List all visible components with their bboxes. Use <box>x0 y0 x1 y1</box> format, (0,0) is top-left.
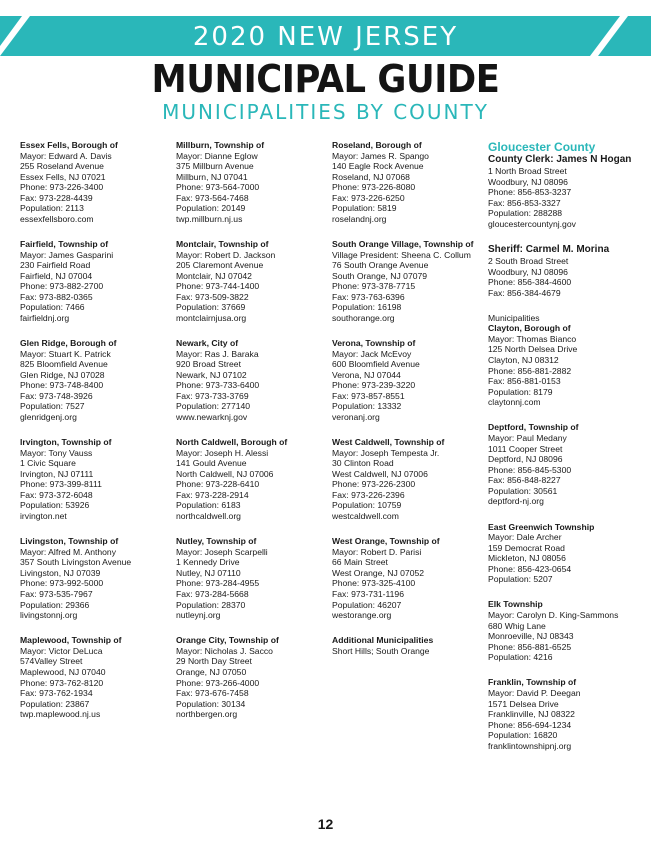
municipality-detail-line: Phone: 856-881-2882 <box>488 365 572 376</box>
municipality-entry <box>332 635 482 656</box>
municipality-detail-line: Montclair, NJ 07042 <box>176 270 252 281</box>
municipality-detail-line: Population: 5207 <box>488 574 553 585</box>
municipality-detail-line: Mayor: David P. Deegan <box>488 688 581 698</box>
municipality-detail-line: Mayor: Dale Archer <box>488 532 562 543</box>
municipality-name: Maplewood, Township of <box>20 635 122 646</box>
municipality-detail-line: Population: 16820 <box>488 730 558 741</box>
municipality-detail-line: Fairfield, NJ 07004 <box>20 270 93 281</box>
municipality-detail-line: Fax: 973-733-3769 <box>176 390 249 401</box>
municipality-detail-line: 140 Eagle Rock Avenue <box>332 161 424 172</box>
municipality-detail-line: fairfieldnj.org <box>20 312 70 323</box>
municipality-name: West Orange, Township of <box>332 536 440 547</box>
municipality-name: Deptford, Township of <box>488 422 579 433</box>
municipality-detail-line: Phone: 973-284-4955 <box>176 578 260 589</box>
municipality-detail-line: northbergen.org <box>176 709 238 720</box>
municipality-detail-line: Fax: 973-676-7458 <box>176 688 249 699</box>
municipality-name: Nutley, Township of <box>176 536 257 547</box>
municipality-entry <box>488 522 638 585</box>
municipality-detail-line: twp.millburn.nj.us <box>176 213 243 224</box>
municipality-name: Elk Township <box>488 599 543 610</box>
municipality-entry <box>20 437 170 521</box>
municipality-entry <box>332 437 482 521</box>
municipality-detail-line: Maplewood, NJ 07040 <box>20 666 106 677</box>
municipality-name: West Caldwell, Township of <box>332 437 445 448</box>
detail-line: 1 North Broad Street <box>488 166 567 176</box>
municipality-detail-line: Population: 8179 <box>488 386 553 397</box>
municipality-name: Additional Municipalities <box>332 635 434 646</box>
municipality-detail-line: 825 Bloomfield Avenue <box>20 359 108 370</box>
municipality-detail-line: Orange, NJ 07050 <box>176 666 247 677</box>
municipality-detail-line: Population: 4216 <box>488 652 553 663</box>
municipality-detail-line: westorange.org <box>332 610 392 621</box>
detail-line: Fax: 856-384-4679 <box>488 287 561 298</box>
municipality-detail-line: Mayor: Robert D. Parisi <box>332 546 422 557</box>
detail-line: 2 South Broad Street <box>488 255 569 266</box>
municipality-entry <box>20 140 170 224</box>
municipality-detail-line: Fax: 973-748-3926 <box>20 390 93 401</box>
municipality-detail-line: twp.maplewood.nj.us <box>20 709 101 720</box>
column-3 <box>332 140 482 671</box>
detail-line: Woodbury, NJ 08096 <box>488 266 568 277</box>
municipality-detail-line: Fax: 973-372-6048 <box>20 489 93 500</box>
municipality-detail-line: 66 Main Street <box>332 557 388 568</box>
municipality-detail-line: Population: 29366 <box>20 599 90 610</box>
municipality-entry <box>488 599 638 662</box>
municipality-detail-line: Essex Fells, NJ 07021 <box>20 171 106 182</box>
municipality-detail-line: Fax: 973-564-7468 <box>176 192 249 203</box>
municipality-entry <box>488 677 638 751</box>
municipality-detail-line: Phone: 973-266-4000 <box>176 677 260 688</box>
municipality-detail-line: Fax: 973-762-1934 <box>20 688 93 699</box>
municipality-detail-line: deptford-nj.org <box>488 496 544 507</box>
municipality-detail-line: Population: 30134 <box>176 698 246 709</box>
municipality-detail-line: Phone: 973-399-8111 <box>20 479 102 490</box>
municipality-detail-line: irvington.net <box>20 511 67 522</box>
municipality-detail-line: 574Valley Street <box>20 656 83 667</box>
header-banner <box>0 16 651 56</box>
municipality-entry <box>20 536 170 620</box>
municipality-detail-line: 29 North Day Street <box>176 656 252 667</box>
municipality-detail-line: montclairnjusa.org <box>176 312 247 323</box>
municipality-detail-line: Population: 46207 <box>332 599 402 610</box>
municipality-detail-line: 159 Democrat Road <box>488 542 565 553</box>
municipality-detail-line: Phone: 973-226-3400 <box>20 182 104 193</box>
municipality-name: Verona, Township of <box>332 338 416 349</box>
municipality-detail-line: Fax: 973-228-2914 <box>176 489 249 500</box>
municipality-detail-line: Population: 7527 <box>20 401 85 412</box>
municipality-name: South Orange Village, Township of <box>332 239 474 250</box>
municipality-entry <box>176 239 326 323</box>
municipality-entry <box>176 437 326 521</box>
municipality-detail-line: 1011 Cooper Street <box>488 443 563 454</box>
municipality-detail-line: Phone: 973-239-3220 <box>332 380 416 391</box>
municipality-detail-line: Fax: 856-881-0153 <box>488 376 561 387</box>
municipality-entry <box>332 536 482 620</box>
municipality-detail-line: Phone: 856-845-5300 <box>488 464 572 475</box>
municipality-detail-line: Phone: 856-423-0654 <box>488 563 572 574</box>
municipality-detail-line: claytonnj.com <box>488 397 541 408</box>
municipality-detail-line: Mayor: Tony Vauss <box>20 447 93 458</box>
municipality-detail-line: Livingston, NJ 07039 <box>20 567 101 578</box>
county-title: Gloucester County <box>488 140 596 154</box>
municipality-detail-line: franklintownshipnj.org <box>488 740 572 751</box>
municipality-detail-line: veronanj.org <box>332 411 380 422</box>
municipality-name: Fairfield, Township of <box>20 239 109 250</box>
municipality-detail-line: essexfellsboro.com <box>20 213 94 224</box>
detail-line: gloucestercountynj.gov <box>488 218 576 229</box>
municipality-detail-line: Phone: 856-881-6525 <box>488 641 572 652</box>
municipality-name: Irvington, Township of <box>20 437 112 448</box>
municipality-detail-line: Village President: Sheena C. Collum <box>332 249 471 260</box>
municipality-name: Livingston, Township of <box>20 536 119 547</box>
municipality-detail-line: 30 Clinton Road <box>332 458 394 469</box>
municipality-detail-line: 1571 Delsea Drive <box>488 698 559 709</box>
municipality-detail-line: Fax: 973-763-6396 <box>332 291 405 302</box>
municipality-detail-line: Irvington, NJ 07111 <box>20 468 94 479</box>
municipality-detail-line: Phone: 973-992-5000 <box>20 578 104 589</box>
municipality-detail-line: Phone: 973-564-7000 <box>176 182 260 193</box>
municipality-detail-line: 1 Civic Square <box>20 458 76 469</box>
municipality-entry <box>488 323 638 407</box>
municipality-name: Orange City, Township of <box>176 635 279 646</box>
municipality-detail-line: 1 Kennedy Drive <box>176 557 240 568</box>
municipality-detail-line: Phone: 973-882-2700 <box>20 281 104 292</box>
municipality-detail-line: Franklinville, NJ 08322 <box>488 709 575 720</box>
municipality-detail-line: 375 Millburn Avenue <box>176 161 254 172</box>
municipality-detail-line: Mayor: James Gasparini <box>20 249 114 260</box>
municipality-detail-line: 230 Fairfield Road <box>20 260 91 271</box>
municipality-detail-line: Newark, NJ 07102 <box>176 369 247 380</box>
municipality-detail-line: Mayor: Paul Medany <box>488 433 567 443</box>
municipality-detail-line: Mayor: Stuart K. Patrick <box>20 348 111 359</box>
column-2 <box>176 140 326 734</box>
municipality-detail-line: Fax: 973-857-8551 <box>332 390 405 401</box>
municipality-entry <box>176 635 326 719</box>
municipality-detail-line: Mayor: Alfred M. Anthony <box>20 546 117 557</box>
municipality-entry <box>176 338 326 422</box>
municipality-detail-line: Phone: 973-226-2300 <box>332 479 416 490</box>
column-1 <box>20 140 170 734</box>
municipality-detail-line: Mayor: Joseph H. Alessi <box>176 447 269 458</box>
municipality-detail-line: Mickleton, NJ 08056 <box>488 553 566 564</box>
municipality-entry <box>176 140 326 224</box>
municipality-detail-line: Population: 20149 <box>176 203 246 214</box>
municipality-detail-line: 205 Claremont Avenue <box>176 260 264 271</box>
municipality-detail-line: southorange.org <box>332 312 395 323</box>
municipality-detail-line: Population: 13332 <box>332 401 402 412</box>
municipality-detail-line: Population: 37669 <box>176 302 246 313</box>
municipality-entry <box>332 239 482 323</box>
municipality-detail-line: Population: 23867 <box>20 698 90 709</box>
municipality-detail-line: 680 Whig Lane <box>488 620 546 631</box>
municipality-detail-line: Mayor: Nicholas J. Sacco <box>176 645 273 656</box>
municipality-detail-line: Mayor: Joseph Tempesta Jr. <box>332 447 440 458</box>
municipality-detail-line: 141 Gould Avenue <box>176 458 247 469</box>
county-clerk-block <box>488 154 638 229</box>
municipality-detail-line: Mayor: Thomas Bianco <box>488 333 577 344</box>
municipality-detail-line: Millburn, NJ 07041 <box>176 171 248 182</box>
detail-line: Fax: 856-853-3327 <box>488 197 561 208</box>
municipality-detail-line: Phone: 973-378-7715 <box>332 281 416 292</box>
county-municipality-list <box>488 323 638 751</box>
municipality-entry <box>332 338 482 422</box>
municipality-detail-line: 357 South Livingston Avenue <box>20 557 132 568</box>
municipality-detail-line: Mayor: Carolyn D. King-Sammons <box>488 610 619 621</box>
sheriff-block <box>488 244 638 298</box>
municipality-name: Newark, City of <box>176 338 239 349</box>
municipality-detail-line: Short Hills; South Orange <box>332 645 430 656</box>
municipality-name: Franklin, Township of <box>488 677 577 688</box>
detail-line: Phone: 856-384-4600 <box>488 277 572 288</box>
page-number: 12 <box>317 816 334 832</box>
municipality-detail-line: Phone: 973-228-6410 <box>176 479 260 490</box>
sheriff-name: Sheriff: Carmel M. Morina <box>488 243 610 255</box>
municipality-detail-line: Fax: 973-535-7967 <box>20 588 93 599</box>
county-clerk-name: County Clerk: James N Hogan <box>488 154 632 165</box>
municipality-detail-line: South Orange, NJ 07079 <box>332 270 428 281</box>
municipality-detail-line: Population: 10759 <box>332 500 402 511</box>
municipality-detail-line: 920 Broad Street <box>176 359 241 370</box>
municipality-detail-line: Roseland, NJ 07068 <box>332 171 410 182</box>
municipality-entry <box>20 338 170 422</box>
municipalities-label: Municipalities <box>488 312 540 323</box>
municipality-name: North Caldwell, Borough of <box>176 437 288 448</box>
municipality-detail-line: glenridgenj.org <box>20 411 77 422</box>
municipality-detail-line: roselandnj.org <box>332 213 387 224</box>
municipality-detail-line: livingstonnj.org <box>20 610 78 621</box>
page-subtitle: MUNICIPALITIES BY COUNTY <box>162 100 489 124</box>
municipality-detail-line: 125 North Delsea Drive <box>488 344 578 355</box>
municipality-detail-line: Fax: 973-228-4439 <box>20 192 93 203</box>
municipality-detail-line: Deptford, NJ 08096 <box>488 454 563 465</box>
municipality-detail-line: West Caldwell, NJ 07006 <box>332 468 428 479</box>
municipality-detail-line: Mayor: Victor DeLuca <box>20 645 103 656</box>
municipality-detail-line: Population: 28370 <box>176 599 246 610</box>
municipality-detail-line: northcaldwell.org <box>176 511 241 522</box>
municipality-name: Montclair, Township of <box>176 239 269 250</box>
municipality-detail-line: Phone: 973-733-6400 <box>176 380 260 391</box>
municipality-detail-line: nutleynj.org <box>176 610 221 621</box>
municipality-detail-line: Population: 53926 <box>20 500 90 511</box>
detail-line: Population: 288288 <box>488 208 563 219</box>
municipality-name: Glen Ridge, Borough of <box>20 338 117 349</box>
municipality-detail-line: Fax: 973-509-3822 <box>176 291 249 302</box>
municipality-detail-line: Verona, NJ 07044 <box>332 369 401 380</box>
municipality-detail-line: Phone: 856-694-1234 <box>488 719 572 730</box>
municipality-entry <box>488 422 638 506</box>
municipality-detail-line: West Orange, NJ 07052 <box>332 567 425 578</box>
municipality-name: Essex Fells, Borough of <box>20 140 118 150</box>
municipality-detail-line: Fax: 973-882-0365 <box>20 291 93 302</box>
municipality-detail-line: Population: 5819 <box>332 203 397 214</box>
page-title: MUNICIPAL GUIDE <box>151 57 500 101</box>
municipality-detail-line: 255 Roseland Avenue <box>20 161 104 172</box>
municipality-detail-line: Population: 30561 <box>488 485 558 496</box>
municipality-entry <box>20 239 170 323</box>
municipality-detail-line: Fax: 973-226-6250 <box>332 192 405 203</box>
municipality-detail-line: Mayor: Joseph Scarpelli <box>176 546 268 557</box>
municipality-detail-line: westcaldwell.com <box>332 511 399 522</box>
municipality-detail-line: Phone: 973-744-1400 <box>176 281 260 292</box>
municipality-detail-line: Fax: 973-731-1196 <box>332 588 404 599</box>
municipality-detail-line: Nutley, NJ 07110 <box>176 567 241 578</box>
municipality-name: Clayton, Borough of <box>488 323 571 334</box>
municipality-detail-line: Mayor: Ras J. Baraka <box>176 348 259 359</box>
column-4-gloucester-county <box>488 140 638 766</box>
municipality-detail-line: Clayton, NJ 08312 <box>488 355 559 366</box>
municipality-detail-line: Mayor: Jack McEvoy <box>332 348 412 359</box>
municipality-name: Roseland, Borough of <box>332 140 422 150</box>
municipality-detail-line: Fax: 973-226-2396 <box>332 489 405 500</box>
municipality-detail-line: 600 Bloomfield Avenue <box>332 359 420 370</box>
municipality-detail-line: Mayor: Robert D. Jackson <box>176 249 276 260</box>
detail-line: Woodbury, NJ 08096 <box>488 176 568 187</box>
municipality-detail-line: Fax: 973-284-5668 <box>176 588 249 599</box>
municipality-detail-line: Population: 16198 <box>332 302 402 313</box>
municipality-detail-line: www.newarknj.gov <box>176 411 248 422</box>
municipality-detail-line: Glen Ridge, NJ 07028 <box>20 369 105 380</box>
municipality-detail-line: Phone: 973-762-8120 <box>20 677 104 688</box>
municipality-detail-line: Population: 277140 <box>176 401 251 412</box>
municipality-entry <box>20 635 170 719</box>
municipality-entry <box>176 536 326 620</box>
municipality-detail-line: North Caldwell, NJ 07006 <box>176 468 274 479</box>
municipality-detail-line: Phone: 973-748-8400 <box>20 380 104 391</box>
municipality-detail-line: Population: 6183 <box>176 500 241 511</box>
municipality-name: East Greenwich Township <box>488 521 595 532</box>
municipality-detail-line: Phone: 973-325-4100 <box>332 578 416 589</box>
municipality-detail-line: Population: 2113 <box>20 203 84 214</box>
municipality-detail-line: Monroeville, NJ 08343 <box>488 631 574 642</box>
municipality-detail-line: Mayor: Dianne Eglow <box>176 150 258 161</box>
municipality-detail-line: Mayor: Edward A. Davis <box>20 150 112 161</box>
municipality-entry <box>332 140 482 224</box>
municipality-detail-line: Mayor: James R. Spango <box>332 150 429 161</box>
municipality-detail-line: 76 South Orange Avenue <box>332 260 429 271</box>
municipality-name: Millburn, Township of <box>176 140 265 150</box>
municipality-detail-line: Fax: 856-848-8227 <box>488 475 561 486</box>
detail-line: Phone: 856-853-3237 <box>488 187 572 198</box>
banner-title: 2020 NEW JERSEY <box>192 22 459 52</box>
municipality-detail-line: Population: 7466 <box>20 302 85 313</box>
municipality-detail-line: Phone: 973-226-8080 <box>332 182 416 193</box>
